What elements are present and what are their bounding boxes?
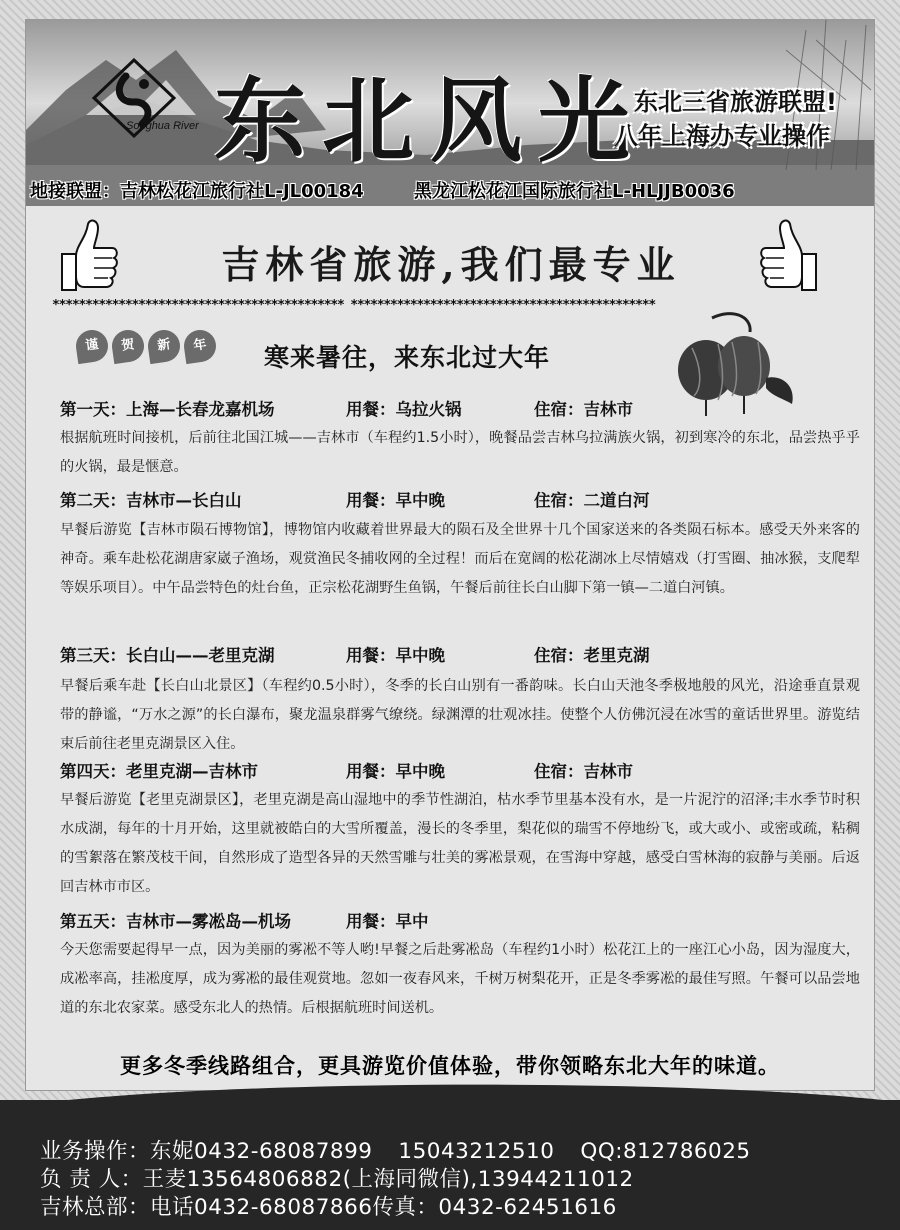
tagline-alliance: 东北三省旅游联盟! (634, 88, 837, 116)
greeting-char: 谨 (74, 328, 110, 364)
banner (26, 20, 874, 206)
contact-operations (40, 1134, 751, 1165)
contact-label: 业务操作： (40, 1139, 151, 1164)
flyer-sheet (26, 20, 874, 1090)
contact-label: 吉林总部： (40, 1195, 151, 1220)
slogan: 吉林省旅游,我们最专业 (221, 242, 681, 287)
day-meals: 用餐：早中晚 (346, 646, 445, 665)
day-meals: 用餐：早中晚 (346, 762, 445, 781)
contact-mobile[interactable]: 15043212510 (398, 1139, 555, 1164)
brand-title: 东北风光 (214, 67, 647, 175)
tagline-experience: 八年上海办专业操作 (614, 122, 830, 150)
contact-phone[interactable]: 东妮0432-68087899 (150, 1139, 373, 1164)
contact-qq[interactable]: QQ:812786025 (580, 1139, 751, 1164)
day-route: 第四天：老里克湖—吉林市 (60, 762, 258, 781)
day-stay: 住宿：吉林市 (534, 762, 633, 781)
contact-phone[interactable]: 电话0432-68087866传真：0432-62451616 (150, 1195, 617, 1220)
day-4-description: 早餐后游览【老里克湖景区】，老里克湖是高山湿地中的季节性湖泊，枯水季节里基本没有水，是一片泥泞的沼泽;丰水季节时积水成湖，每年的十月开始，这里就被皓白的大雪所覆盖，漫长的冬季里，梨花似的瑞雪不停地纷飞，或大或小、或密或疏，粘稠的雪絮落在繁茂枝干间，自然形成了造型各异的天然雪雕与壮美的雾凇景观，在雪海中穿越，感受白雪林海的寂静与美丽。后返回吉林市市区。 (60, 792, 860, 895)
day-route: 第一天：上海—长春龙嘉机场 (60, 400, 275, 419)
day-5-description: 今天您需要起得早一点，因为美丽的雾凇不等人哟!早餐之后赴雾凇岛（车程约1小时）松花江上的一座江心小岛，因为湿度大，成凇率高，挂凇度厚，成为雾凇的最佳观赏地。忽如一夜春风来，千树万树梨花开，正是冬季雾凇的最佳写照。午餐可以品尝地道的东北农家菜。感受东北人的热情。后根据航班时间送机。 (60, 942, 860, 1016)
logo-text: Songhua River (126, 120, 199, 132)
day-4-header (60, 758, 633, 782)
star-divider: ******************************************** ********************************************** (52, 298, 656, 313)
day-meals: 用餐：早中 (346, 912, 429, 931)
thumbs-up-icon (58, 216, 122, 296)
contact-phone[interactable]: 王麦13564806882(上海同微信),13944211012 (142, 1167, 634, 1192)
day-5-header (60, 908, 429, 932)
day-meals: 用餐：早中晚 (346, 491, 445, 510)
slogan-row (26, 216, 874, 300)
day-3-description: 早餐后乘车赴【长白山北景区】（车程约0.5小时），冬季的长白山别有一番韵味。长白山天池冬季极地般的风光，沿途垂直景观带的静谧，“万水之源”的长白瀑布，聚龙温泉群雾气缭绕。绿渊潭的壮观冰挂。使整个人仿佛沉浸在冰雪的童话世界里。游览结束后前往老里克湖景区入住。 (60, 678, 860, 752)
thumbs-up-icon (756, 216, 820, 296)
day-meals: 用餐：乌拉火锅 (346, 400, 462, 419)
lantern-icon (672, 308, 800, 420)
day-2-header (60, 487, 650, 511)
greeting-char: 新 (146, 328, 182, 364)
day-route: 第二天：吉林市—长白山 (60, 491, 242, 510)
license-bar (30, 177, 870, 203)
headline: 寒来暑往，来东北过大年 (264, 343, 551, 372)
greeting-char: 贺 (110, 328, 146, 364)
day-route: 第五天：吉林市—雾凇岛—机场 (60, 912, 291, 931)
contact-footer (0, 1100, 900, 1230)
contact-headquarters (40, 1190, 617, 1221)
day-route: 第三天：长白山——老里克湖 (60, 646, 275, 665)
greeting-char: 年 (182, 328, 218, 364)
contact-label: 负 责 人： (40, 1167, 143, 1192)
day-stay: 住宿：二道白河 (534, 491, 650, 510)
day-3-header (60, 642, 650, 666)
day-stay: 住宿：老里克湖 (534, 646, 650, 665)
closing-line: 更多冬季线路组合，更具游览价值体验，带你领略东北大年的味道。 (120, 1054, 780, 1078)
day-1-header (60, 396, 633, 420)
day-1-description: 根据航班时间接机，后前往北国江城——吉林市（车程约1.5小时），晚餐品尝吉林乌拉满族火锅，初到寒冷的东北，品尝热乎乎的火锅，最是惬意。 (60, 430, 860, 475)
day-2-description: 早餐后游览【吉林市陨石博物馆】，博物馆内收藏着世界最大的陨石及全世界十几个国家送来的各类陨石标本。感受天外来客的神奇。乘车赴松花湖唐家崴子渔场，观赏渔民冬捕收网的全过程！而后在宽阔的松花湖冰上尽情嬉戏（打雪圈、抽冰猴，支爬犁等娱乐项目）。中午品尝特色的灶台鱼，正宗松花湖野生鱼锅，午餐后前往长白山脚下第一镇—二道白河镇。 (60, 522, 860, 596)
license-heilongjiang: 黑龙江松花江国际旅行社L-HLJJB0036 (414, 181, 735, 202)
contact-manager (40, 1162, 634, 1193)
day-stay: 住宿：吉林市 (534, 400, 633, 419)
license-jilin: 地接联盟：吉林松花江旅行社L-JL00184 (30, 181, 364, 202)
new-year-greeting (76, 330, 226, 374)
